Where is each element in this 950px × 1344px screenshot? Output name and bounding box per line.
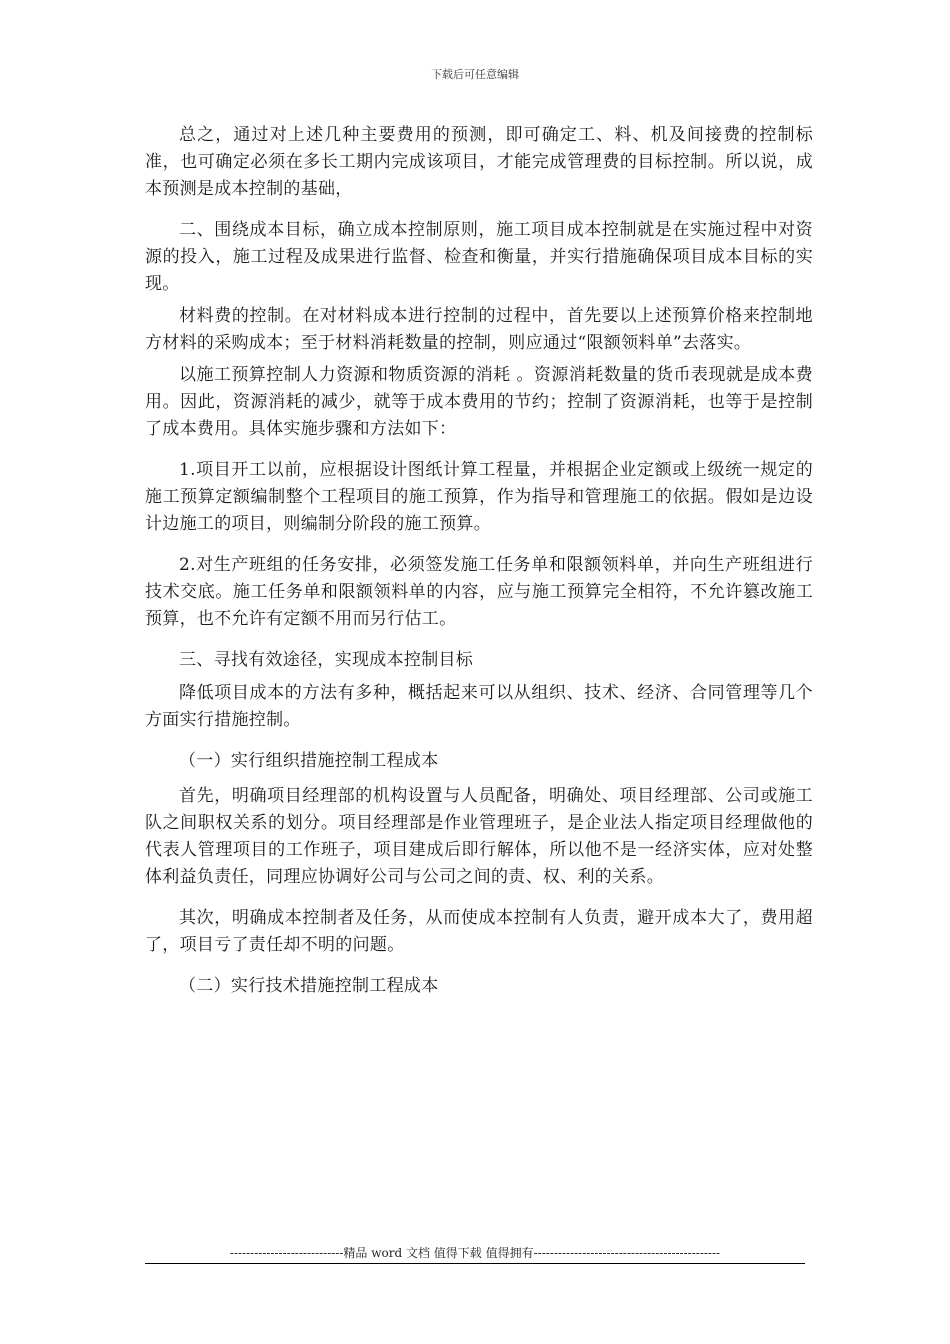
paragraph-cost-reduction-methods: 降低项目成本的方法有多种，概括起来可以从组织、技术、经济、合同管理等几个方面实行措施控制。	[145, 683, 813, 730]
paragraph-cost-forecast-summary: 总之，通过对上述几种主要费用的预测，即可确定工、料、机及间接费的控制标准，也可确定必须在多长工期内完成该项目，才能完成管理费的目标控制。所以说，成本预测是成本控制的基础，	[145, 125, 813, 199]
paragraph-step-two: 2.对生产班组的任务安排，必须签发施工任务单和限额领料单，并向生产班组进行技术交底。施工任务单和限额领料单的内容，应与施工预算完全相符，不允许篡改施工预算，也不允许有定额不用而另行估工。	[145, 555, 813, 629]
paragraph-step-one: 1.项目开工以前，应根据设计图纸计算工程量，并根据企业定额或上级统一规定的施工预算定额编制整个工程项目的施工预算，作为指导和管理施工的依据。假如是边设计边施工的项目，则编制分阶段的施工预算。	[145, 460, 813, 534]
page-footer: ----------------------------精品 word 文档 值得下载 值得拥有----------------------------------------------	[229, 1246, 721, 1260]
footer-divider	[145, 1263, 805, 1264]
paragraph-first-organization: 首先，明确项目经理部的机构设置与人员配备，明确处、项目经理部、公司或施工队之间职权关系的划分。项目经理部是作业管理班子，是企业法人指定项目经理做他的代表人管理项目的工作班子，项目建成后即行解体，所以他不是一经济实体，应对处整体利益负责任，同理应协调好公司与公司之间的责、权、利的关系。	[145, 786, 813, 887]
paragraph-section-two-heading: 二、围绕成本目标，确立成本控制原则，施工项目成本控制就是在实施过程中对资源的投入，施工过程及成果进行监督、检查和衡量，并实行措施确保项目成本目标的实现。	[145, 220, 813, 294]
paragraph-subsection-organizational: （一）实行组织措施控制工程成本	[179, 751, 439, 771]
page-header: 下载后可任意编辑	[431, 68, 519, 81]
paragraph-second-responsibility: 其次，明确成本控制者及任务，从而使成本控制有人负责，避开成本大了，费用超了，项目亏了责任却不明的问题。	[145, 908, 813, 955]
paragraph-construction-budget-control: 以施工预算控制人力资源和物质资源的消耗 。资源消耗数量的货币表现就是成本费用。因此，资源消耗的减少，就等于成本费用的节约；控制了资源消耗，也等于是控制了成本费用。具体实施步骤和方法如下：	[145, 365, 813, 439]
paragraph-subsection-technical: （二）实行技术措施控制工程成本	[179, 976, 439, 996]
paragraph-material-cost-control: 材料费的控制。在对材料成本进行控制的过程中，首先要以上述预算价格来控制地方材料的采购成本；至于材料消耗数量的控制，则应通过“限额领料单”去落实。	[145, 306, 813, 353]
paragraph-section-three-heading: 三、寻找有效途径，实现成本控制目标	[179, 650, 474, 670]
document-body	[145, 122, 813, 1000]
